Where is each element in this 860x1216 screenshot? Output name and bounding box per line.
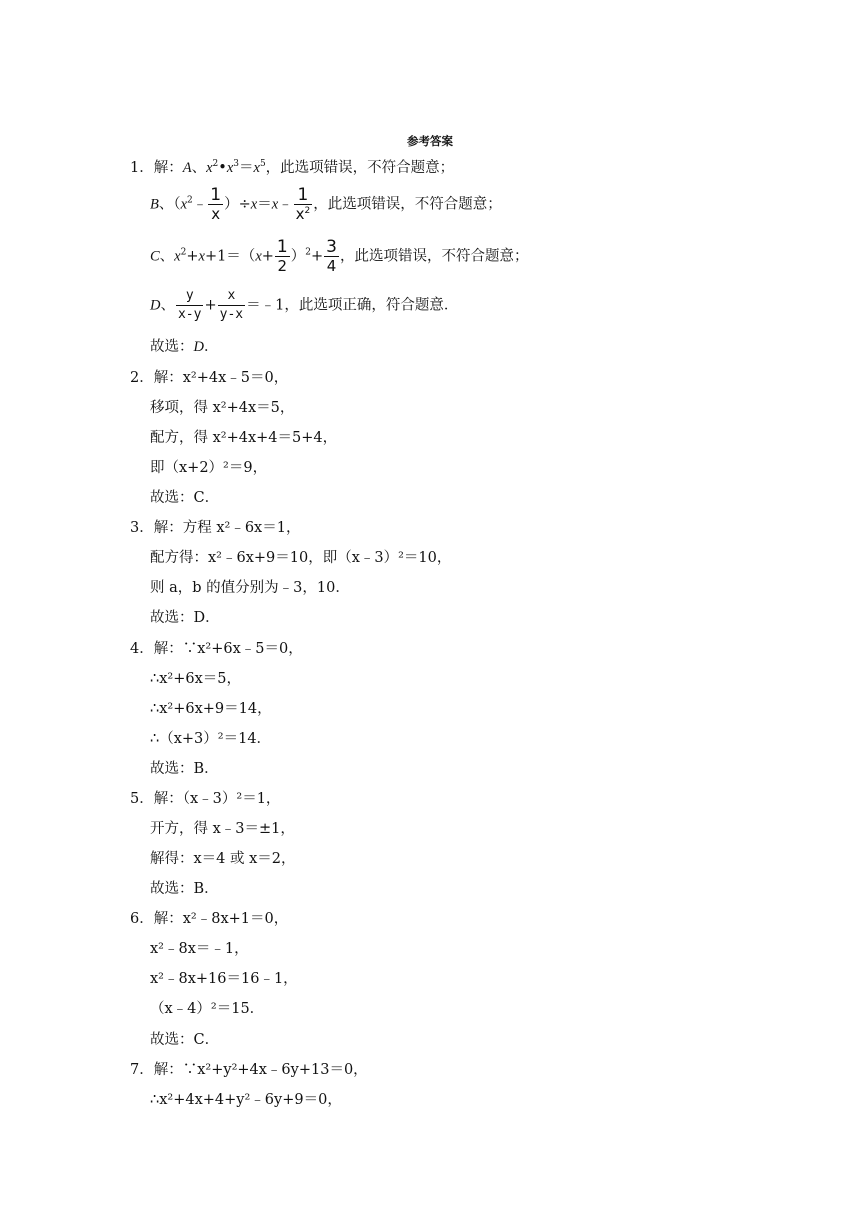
q3-choice: 故选：D． — [150, 610, 220, 626]
q4-line-3: ∴x²+6x+9＝14， — [150, 701, 272, 717]
q1-option-b: B、（$x^2﹣$ $\frac{1}{x}$ ）÷x＝x﹣ $\frac{1}{x^2}$ ，此选项错误，不符合题意； — [150, 185, 502, 223]
page-title: 参考答案 — [407, 134, 453, 148]
q5-line-2: 开方，得 x﹣3＝±1， — [150, 821, 295, 837]
q7-line-2: ∴x²+4x+4+y²﹣6y+9＝0， — [150, 1092, 342, 1108]
q1-number: 1． — [130, 160, 154, 176]
fraction: $\frac{1}{x^2}$ — [295, 185, 311, 223]
q6-line-4: （x﹣4）²＝15． — [150, 1001, 265, 1017]
q3-number: 3． — [130, 520, 154, 536]
q2-line-4: 即（x+2）²＝9， — [150, 460, 268, 476]
q2-line-1: 2．解：x²+4x﹣5＝0， — [130, 370, 289, 386]
q6-line-1: 6．解：x²﹣8x+1＝0， — [130, 911, 289, 927]
q4-number: 4． — [130, 641, 154, 657]
q7-number: 7． — [130, 1062, 154, 1078]
q4-line-2: ∴x²+6x＝5， — [150, 671, 241, 687]
q4-line-1: 4．解：∵x²+6x﹣5＝0， — [130, 641, 303, 657]
q3-line-3: 则 a，b 的值分别为﹣3，10． — [150, 580, 350, 596]
q5-line-3: 解得：x＝4 或 x＝2， — [150, 851, 296, 867]
q2-line-3: 配方，得 x²+4x+4＝5+4， — [150, 430, 338, 446]
q1-line-1: 1．解：A、$x^2•x^3=x^5$，此选项错误，不符合题意； — [130, 159, 455, 176]
q2-line-2: 移项，得 x²+4x＝5， — [150, 400, 295, 416]
fraction: $\frac{x}{y-x}$ — [219, 288, 244, 322]
q5-choice: 故选：B． — [150, 881, 219, 897]
q2-choice: 故选：C． — [150, 490, 220, 506]
q6-line-2: x²﹣8x＝﹣1， — [150, 941, 249, 957]
q5-line-1: 5．解：（x﹣3）²＝1， — [130, 791, 281, 807]
q6-number: 6． — [130, 911, 154, 927]
fraction: $\frac{y}{x-y}$ — [177, 288, 202, 322]
q5-number: 5． — [130, 791, 154, 807]
fraction: $\frac{1}{x}$ — [210, 185, 222, 223]
q4-line-4: ∴（x+3）²＝14． — [150, 731, 272, 747]
fraction: $\frac{1}{2}$ — [276, 237, 288, 275]
q4-choice: 故选：B． — [150, 761, 219, 777]
q1-option-d: D、 $\frac{y}{x-y}$ + $\frac{x}{y-x}$ ＝﹣1，此选项正确，符合题意． — [150, 288, 459, 322]
q1-option-c: C、$x^2+x+1=(x+$ $\frac{1}{2}$ ）$^2$+ $\frac{3}{4}$ ，此选项错误，不符合题意； — [150, 237, 529, 275]
q1-choice: 故选：D． — [150, 339, 219, 355]
fraction: $\frac{3}{4}$ — [326, 237, 337, 275]
q6-line-3: x²﹣8x+16＝16﹣1， — [150, 971, 298, 987]
q7-line-1: 7．解：∵x²+y²+4x﹣6y+13＝0， — [130, 1062, 368, 1078]
q6-choice: 故选：C． — [150, 1032, 220, 1048]
q2-number: 2． — [130, 370, 154, 386]
q3-line-1: 3．解：方程 x²﹣6x＝1， — [130, 520, 301, 536]
q3-line-2: 配方得：x²﹣6x+9＝10，即（x﹣3）²＝10， — [150, 550, 452, 566]
